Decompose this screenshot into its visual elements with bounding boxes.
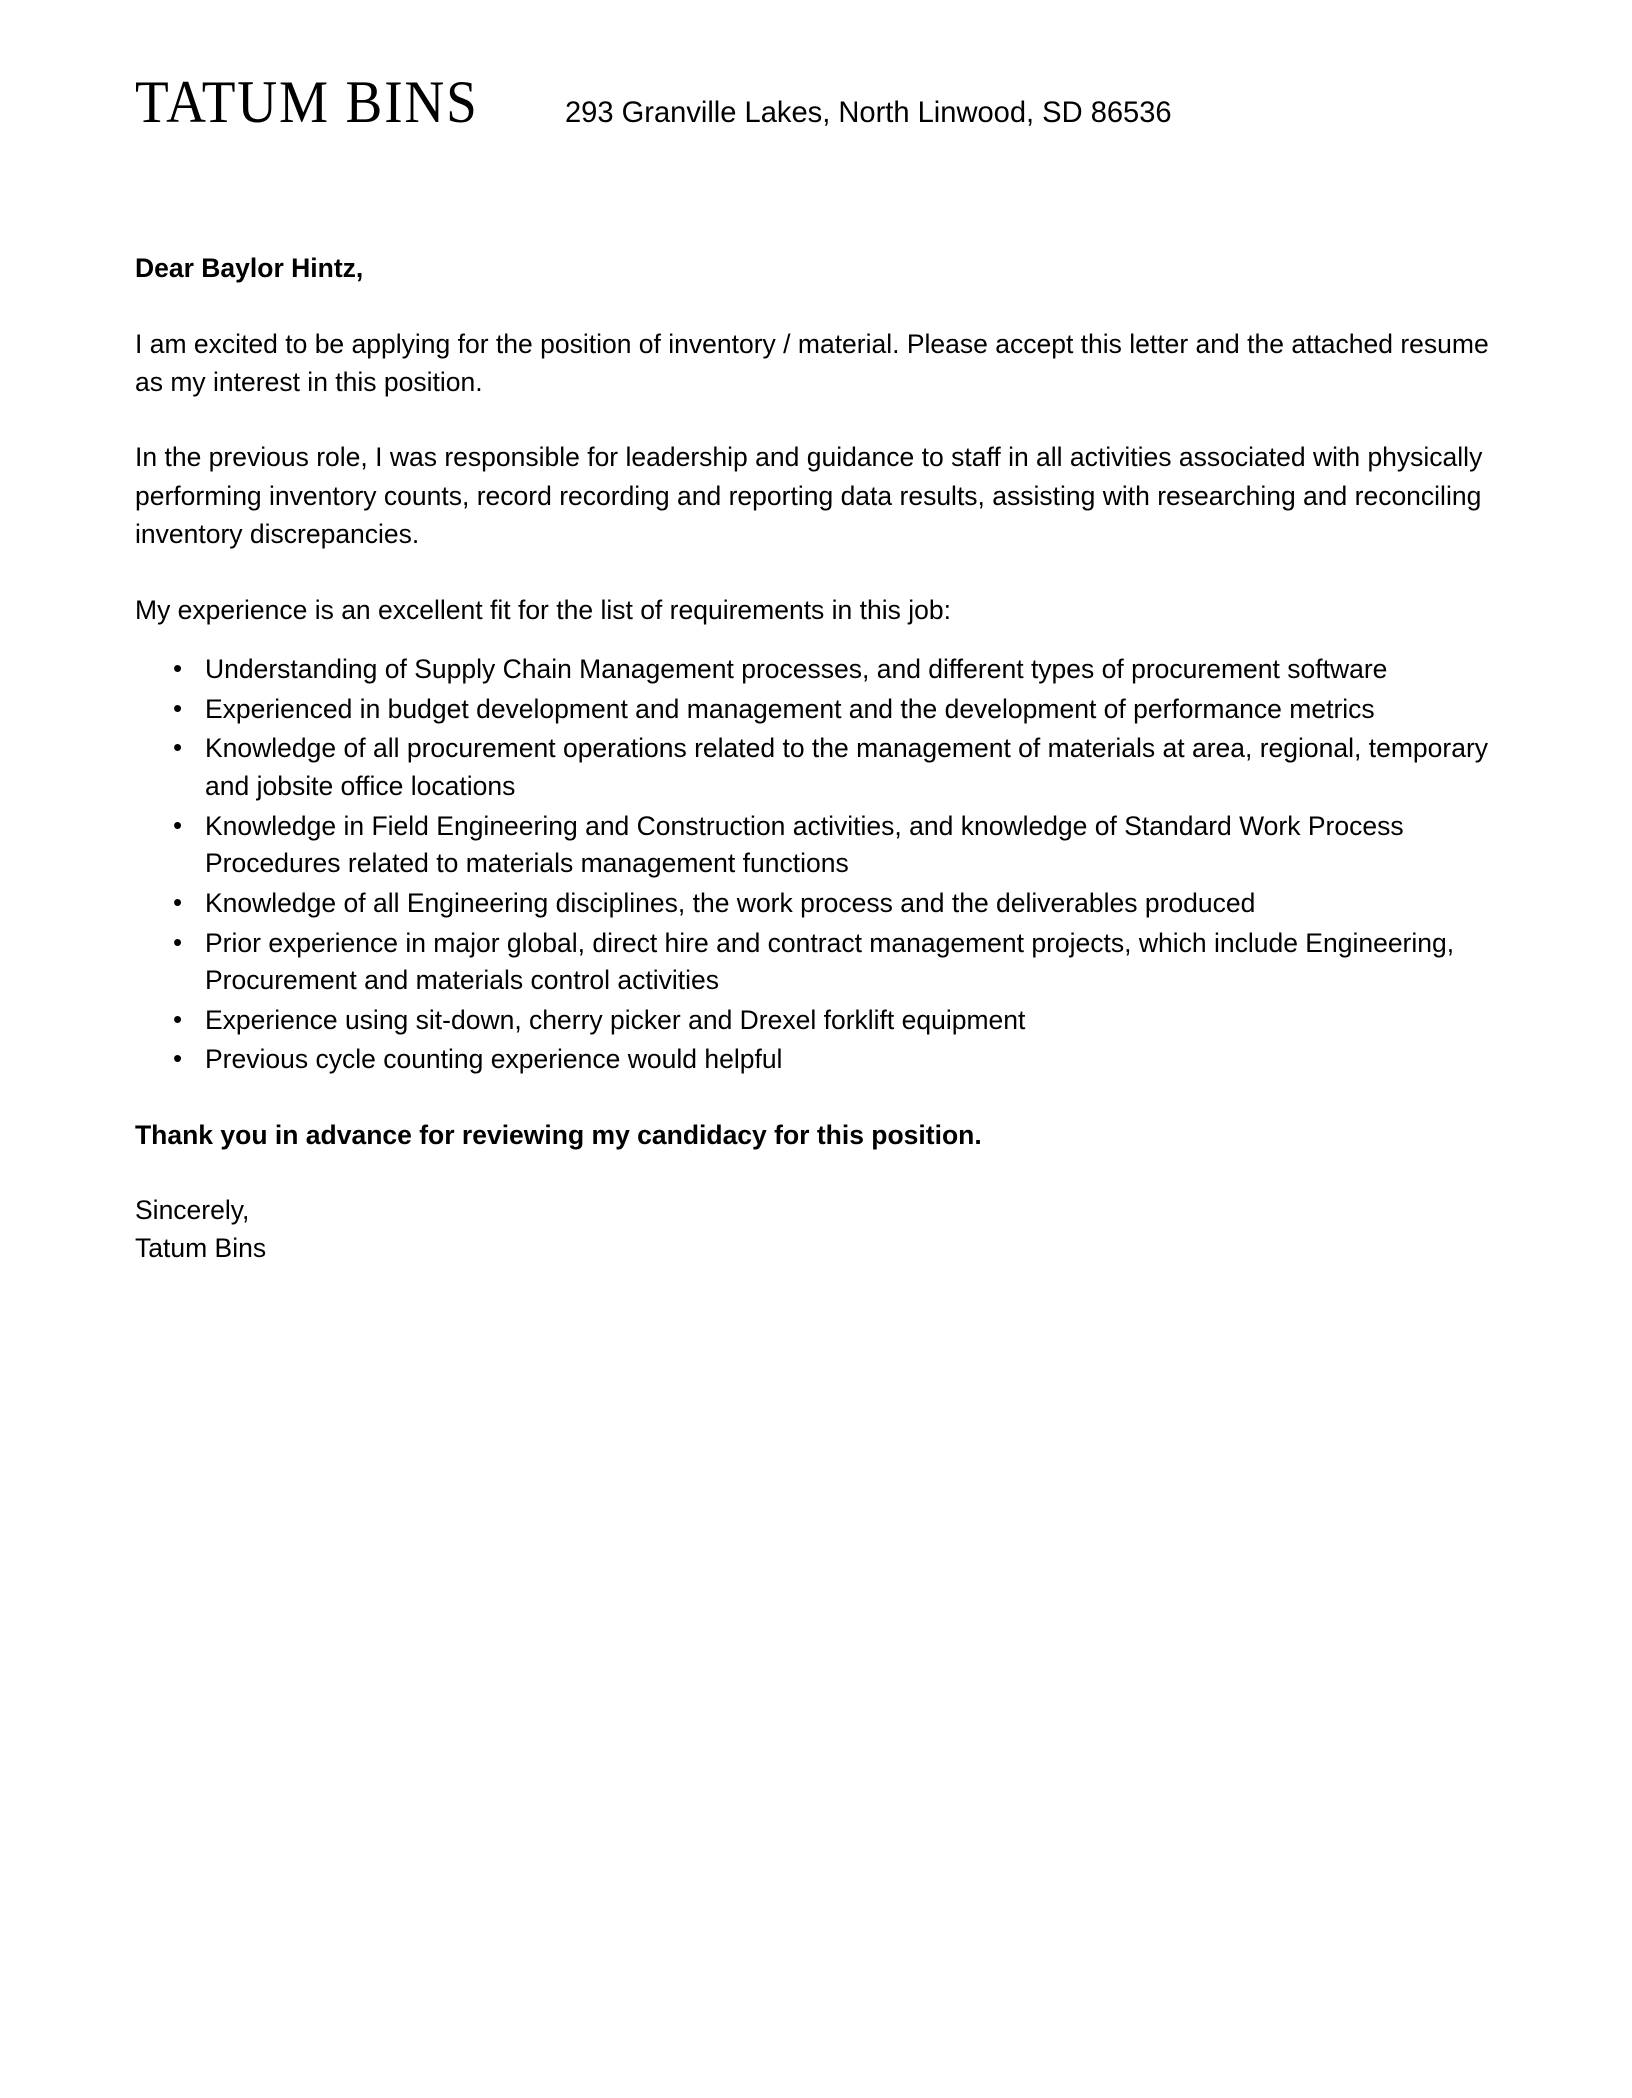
- list-item: • Experience using sit-down, cherry picker and Drexel forklift equipment: [173, 1002, 1497, 1040]
- sender-address: 293 Granville Lakes, North Linwood, SD 86536: [564, 96, 1172, 129]
- signoff-name: Tatum Bins: [135, 1233, 267, 1264]
- body-paragraph-1: I am excited to be applying for the position of inventory / material. Please accept this letter and the attached resume as my interest in this position.: [135, 328, 1489, 398]
- list-item: • Experienced in budget development and management and the development of performance metrics: [173, 691, 1497, 729]
- list-item: • Knowledge in Field Engineering and Construction activities, and knowledge of Standard Work Process Procedures related to materials management functions: [173, 808, 1497, 883]
- letter-body: [0, 250, 1632, 1268]
- list-item: • Knowledge of all procurement operations related to the management of materials at area, regional, temporary and jobsite office locations: [173, 730, 1497, 805]
- list-item: • Knowledge of all Engineering disciplines, the work process and the deliverables produced: [173, 885, 1497, 923]
- closing-statement: Thank you in advance for reviewing my candidacy for this position.: [135, 1120, 982, 1151]
- body-paragraph-2: In the previous role, I was responsible for leadership and guidance to staff in all activities associated with physically performing inventory counts, record recording and reporting data results, assisting with researching and reconciling inventory discrepancies.: [135, 442, 1483, 550]
- list-item: • Previous cycle counting experience would helpful: [173, 1041, 1497, 1079]
- list-item: • Prior experience in major global, direct hire and contract management projects, which include Engineering, Procurement and materials control activities: [173, 925, 1497, 1000]
- list-item: • Understanding of Supply Chain Management processes, and different types of procurement software: [173, 651, 1497, 689]
- sender-name: TATUM BINS: [135, 69, 479, 135]
- requirements-list: [135, 651, 1497, 1079]
- requirements-intro: My experience is an excellent fit for the list of requirements in this job:: [135, 594, 951, 625]
- letterhead: [0, 0, 1632, 135]
- signoff: Sincerely,: [135, 1194, 250, 1225]
- salutation: Dear Baylor Hintz,: [135, 253, 364, 283]
